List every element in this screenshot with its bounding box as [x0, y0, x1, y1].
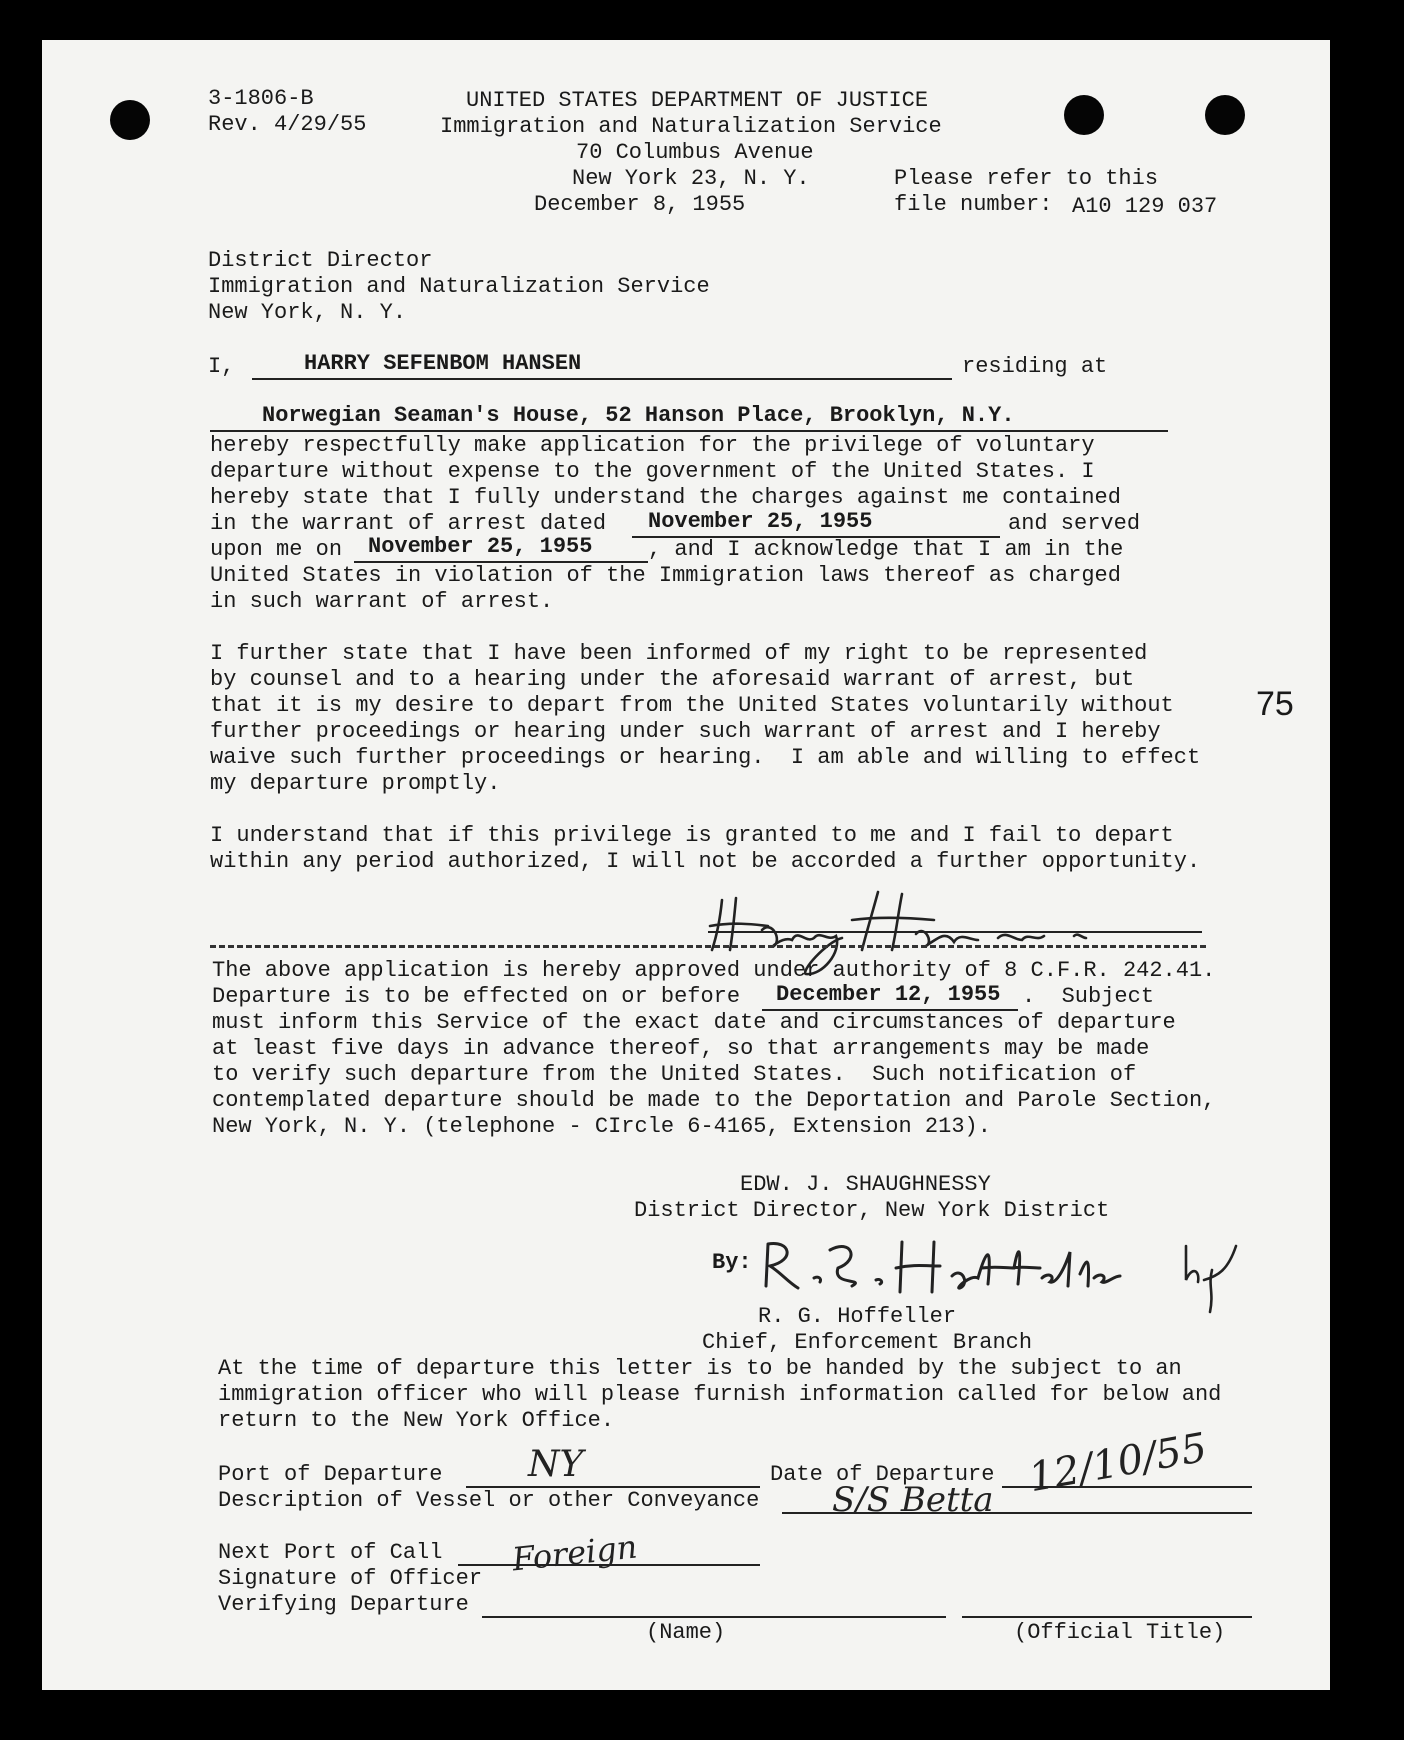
application-line: and served	[1008, 511, 1141, 536]
application-line: in the warrant of arrest dated	[210, 511, 607, 536]
officer-title-caption: (Official Title)	[1014, 1620, 1226, 1645]
addressee-city: New York, N. Y.	[208, 300, 407, 325]
initials-mark	[1178, 1236, 1248, 1316]
warrant-date: November 25, 1955	[648, 509, 873, 534]
letterhead-street: 70 Columbus Avenue	[576, 140, 814, 165]
file-number-label: file number:	[894, 192, 1053, 217]
punch-hole	[1064, 95, 1104, 135]
punch-hole	[1205, 95, 1245, 135]
letterhead-service: Immigration and Naturalization Service	[440, 114, 942, 139]
officer-signature-label: Signature of Officer	[218, 1566, 483, 1591]
port-of-departure-value: NY	[528, 1444, 584, 1485]
officer-title-field	[962, 1616, 1252, 1618]
applicant-prefix: I,	[208, 354, 235, 379]
application-paragraph	[210, 433, 1121, 511]
served-date: November 25, 1955	[368, 534, 593, 559]
file-ref-label: Please refer to this	[894, 166, 1159, 191]
director-title: District Director, New York District	[634, 1198, 1110, 1223]
applicant-address: Norwegian Seaman's House, 52 Hanson Place, Brooklyn, N.Y.	[262, 403, 1015, 428]
punch-hole	[110, 100, 150, 140]
waiver-line: I further state that I have been informed of my right to be represented	[210, 641, 1148, 666]
signatory-title: Chief, Enforcement Branch	[702, 1330, 1033, 1355]
application-line: United States in violation of the Immigration laws thereof as charged	[210, 563, 1121, 588]
director-name: EDW. J. SHAUGHNESSY	[740, 1172, 991, 1197]
officer-name-caption: (Name)	[646, 1620, 726, 1645]
residing-label: residing at	[962, 354, 1108, 379]
next-port-value: Foreign	[510, 1527, 639, 1579]
approval-paragraph	[212, 1010, 1215, 1140]
page-mark: 75	[1256, 685, 1294, 723]
application-line: hereby state that I fully understand the charges against me contained	[210, 485, 1121, 510]
approval-line: must inform this Service of the exact date and circumstances of departure	[212, 1010, 1176, 1035]
waiver-paragraph	[210, 641, 1200, 797]
waiver-line: my departure promptly.	[210, 771, 501, 796]
by-label: By:	[712, 1250, 752, 1275]
vessel-description-label: Description of Vessel or other Conveyance	[218, 1488, 760, 1513]
instruction-line: At the time of departure this letter is to be handed by the subject to an	[218, 1356, 1182, 1381]
date-of-departure-value: 12/10/55	[1025, 1424, 1211, 1502]
separator	[210, 945, 1206, 948]
waiver-line: that it is my desire to depart from the United States voluntarily without	[210, 693, 1174, 718]
addressee-title: District Director	[208, 248, 433, 273]
application-paragraph-end	[210, 563, 1121, 615]
application-line: , and I acknowledge that I am in the	[648, 537, 1124, 562]
application-line: departure without expense to the government of the United States. I	[210, 459, 1095, 484]
officer-name-field	[482, 1616, 946, 1618]
port-of-departure-label: Port of Departure	[218, 1462, 443, 1487]
waiver-line: further proceedings or hearing under such warrant of arrest and I hereby	[210, 719, 1161, 744]
official-signature	[756, 1230, 1176, 1310]
waiver-line: by counsel and to a hearing under the aforesaid warrant of arrest, but	[210, 667, 1135, 692]
departure-deadline: December 12, 1955	[776, 982, 1001, 1007]
application-line: hereby respectfully make application for the privilege of voluntary	[210, 433, 1095, 458]
application-line: upon me on	[210, 537, 343, 562]
approval-line: to verify such departure from the United States. Such notification of	[212, 1062, 1137, 1087]
letter-date: December 8, 1955	[534, 192, 746, 217]
next-port-label: Next Port of Call	[218, 1540, 443, 1565]
approval-line: contemplated departure should be made to the Deportation and Parole Section,	[212, 1088, 1216, 1113]
file-number: A10 129 037	[1072, 194, 1218, 219]
letterhead-department: UNITED STATES DEPARTMENT OF JUSTICE	[466, 88, 929, 113]
understanding-line: I understand that if this privilege is granted to me and I fail to depart	[210, 823, 1174, 848]
application-line: in such warrant of arrest.	[210, 589, 554, 614]
vessel-description-value: S/S Betta	[832, 1480, 994, 1520]
approval-line: New York, N. Y. (telephone - CIrcle 6-4165, Extension 213).	[212, 1114, 991, 1139]
form-revision: Rev. 4/29/55	[208, 112, 367, 137]
approval-line: Departure is to be effected on or before	[212, 984, 741, 1009]
verifying-departure-label: Verifying Departure	[218, 1592, 469, 1617]
approval-line: at least five days in advance thereof, so that arrangements may be made	[212, 1036, 1150, 1061]
addressee-service: Immigration and Naturalization Service	[208, 274, 710, 299]
approval-line: . Subject	[1022, 984, 1155, 1009]
address-underline	[210, 430, 1168, 432]
date-of-departure-label: Date of Departure	[770, 1462, 995, 1487]
instruction-line: return to the New York Office.	[218, 1408, 615, 1433]
applicant-name: HARRY SEFENBOM HANSEN	[304, 351, 582, 376]
name-underline	[252, 378, 952, 380]
understanding-paragraph	[210, 823, 1200, 875]
approval-line: The above application is hereby approved under authority of 8 C.F.R. 242.41.	[212, 958, 1216, 983]
signatory-name: R. G. Hoffeller	[758, 1304, 957, 1329]
document-page	[42, 40, 1330, 1690]
applicant-signature-line	[708, 931, 1202, 933]
form-number: 3-1806-B	[208, 86, 314, 111]
waiver-line: waive such further proceedings or hearing. I am able and willing to effect	[210, 745, 1201, 770]
understanding-line: within any period authorized, I will not be accorded a further opportunity.	[210, 849, 1201, 874]
instructions-paragraph	[218, 1356, 1221, 1434]
instruction-line: immigration officer who will please furnish information called for below and	[218, 1382, 1222, 1407]
letterhead-city: New York 23, N. Y.	[572, 166, 810, 191]
